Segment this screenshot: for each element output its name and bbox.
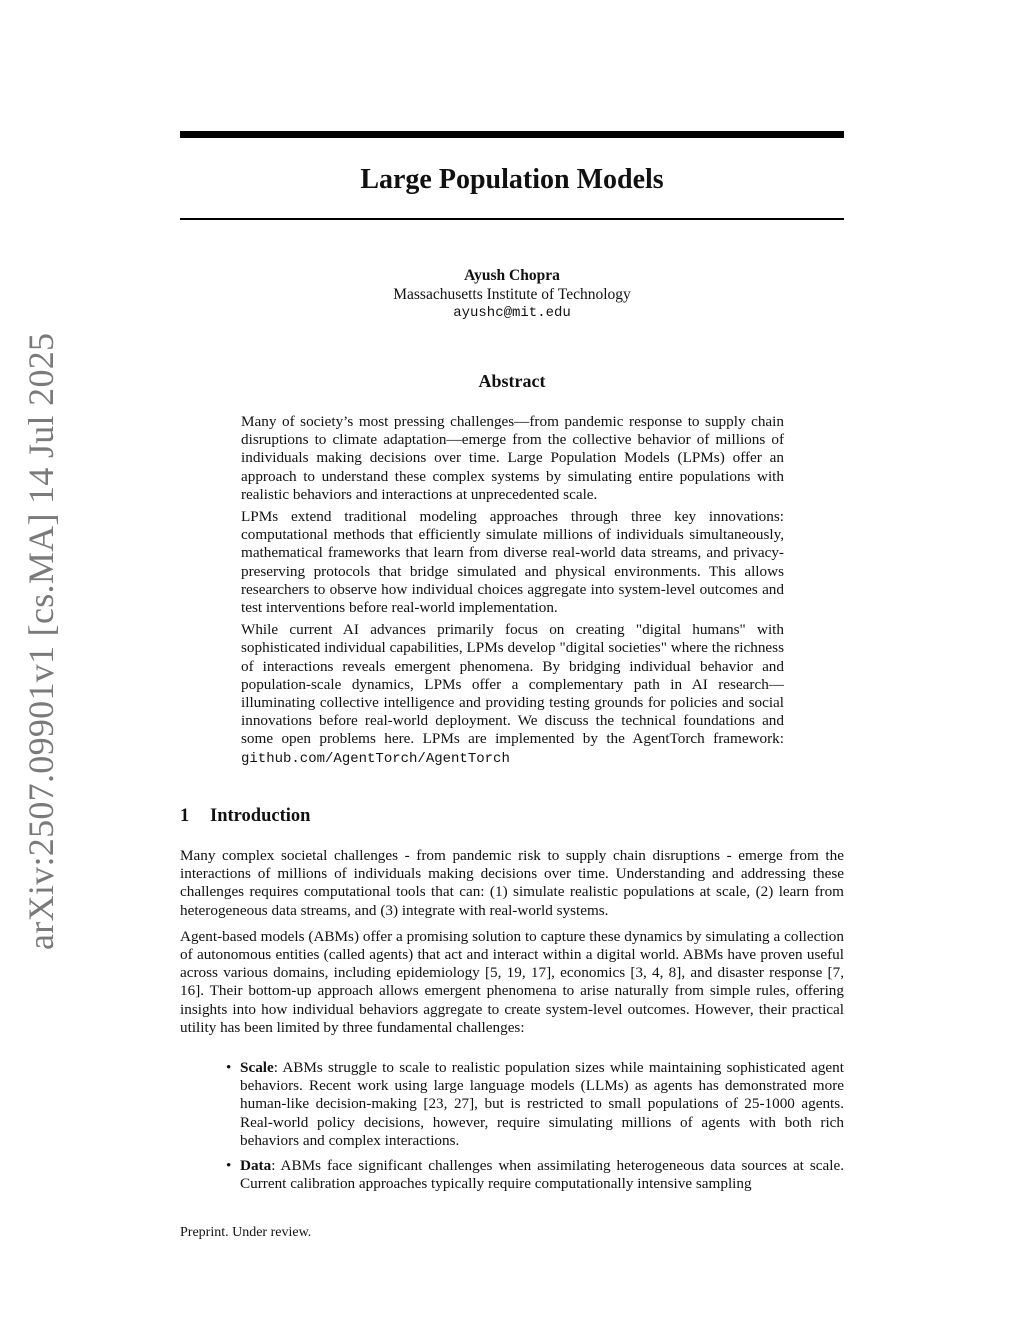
abstract-body — [241, 413, 784, 772]
author-email[interactable]: ayushc@mit.edu — [453, 305, 571, 321]
agenttorch-link[interactable]: github.com/AgentTorch/AgentTorch — [241, 750, 510, 767]
introduction-body — [180, 847, 844, 1200]
list-item-term: Data — [240, 1157, 272, 1175]
list-item-text: : ABMs struggle to scale to realistic population sizes while maintaining sophisticated agent behaviors. Recent work using large language models (LLMs) as agents has demonstrated more human-like decision-making [23, 27], but is restricted to small populations of 25-1000 agents. Real-world policy decisions, however, require simulating millions of agents with both rich behaviors and complex interactions. — [240, 1059, 844, 1149]
section-heading-introduction — [180, 804, 310, 828]
author-name: Ayush Chopra — [464, 267, 560, 284]
paper-title: Large Population Models — [360, 164, 664, 195]
author-block — [180, 266, 844, 323]
title-top-rule — [180, 131, 844, 138]
bullet-icon: • — [226, 1059, 232, 1077]
section-title: Introduction — [210, 806, 311, 826]
challenges-list — [180, 1059, 844, 1193]
intro-paragraph-2: Agent-based models (ABMs) offer a promising solution to capture these dynamics by simulating a collection of autonomous entities (called agents) that act and interact within a digital world. ABMs have proven useful across various domains, including epidemiology [5, 19, 17], economics [3, 4, 8], and disaster response [7, 16]. Their bottom-up approach allows emergent phenomena to arise naturally from simple rules, offering insights into how individual behaviors aggregate to create system-level outcomes. However, their practical utility has been limited by three fundamental challenges: — [180, 927, 844, 1036]
list-item — [226, 1157, 844, 1193]
intro-paragraph-1: Many complex societal challenges - from pandemic risk to supply chain disruptions - emerge from the interactions of millions of individuals making decisions over time. Understanding and addressing these challenges requires computational tools that can: (1) simulate realistic populations at scale, (2) learn from heterogeneous data streams, and (3) integrate with real-world systems. — [180, 847, 844, 919]
bullet-icon: • — [226, 1157, 232, 1175]
abstract-paragraph-3 — [241, 621, 784, 768]
page-footer: Preprint. Under review. — [180, 1225, 312, 1240]
abstract-paragraph-2: LPMs extend traditional modeling approaches through three key innovations: computational methods that efficiently simulate millions of individuals simultaneously, mathematical frameworks that learn from diverse real-world data streams, and privacy-preserving protocols that bridge simulated and physical environments. This allows researchers to observe how individual choices aggregate into system-level outcomes and test interventions before real-world implementation. — [241, 508, 784, 617]
section-number: 1 — [180, 806, 190, 826]
abstract-heading: Abstract — [478, 371, 546, 391]
author-affiliation: Massachusetts Institute of Technology — [393, 286, 631, 303]
list-item-term: Scale — [240, 1059, 274, 1077]
list-item-text: : ABMs face significant challenges when assimilating heterogeneous data sources at scale. Current calibration approaches typically require computationally intensive sampling — [240, 1157, 844, 1193]
abstract-paragraph-3-text: While current AI advances primarily focus on creating "digital humans" with sophisticated individual capabilities, LPMs develop "digital societies" where the richness of interactions reveals emergent phenomena. By bridging individual behavior and population-scale dynamics, LPMs offer a complementary path in AI research—illuminating collective intelligence and providing testing grounds for policies and social innovations before real-world deployment. We discuss the technical foundations and some open problems here. LPMs are implemented by the AgentTorch framework: — [241, 621, 784, 748]
abstract-paragraph-1: Many of society’s most pressing challenges—from pandemic response to supply chain disruptions to climate adaptation—emerge from the collective behavior of millions of individuals making decisions over time. Large Population Models (LPMs) offer an approach to understand these complex systems by simulating entire populations with realistic behaviors and interactions at unprecedented scale. — [241, 413, 784, 503]
list-item — [226, 1059, 844, 1150]
title-bottom-rule — [180, 218, 844, 220]
arxiv-identifier-stamp: arXiv:2507.09901v1 [cs.MA] 14 Jul 2025 — [21, 332, 61, 950]
